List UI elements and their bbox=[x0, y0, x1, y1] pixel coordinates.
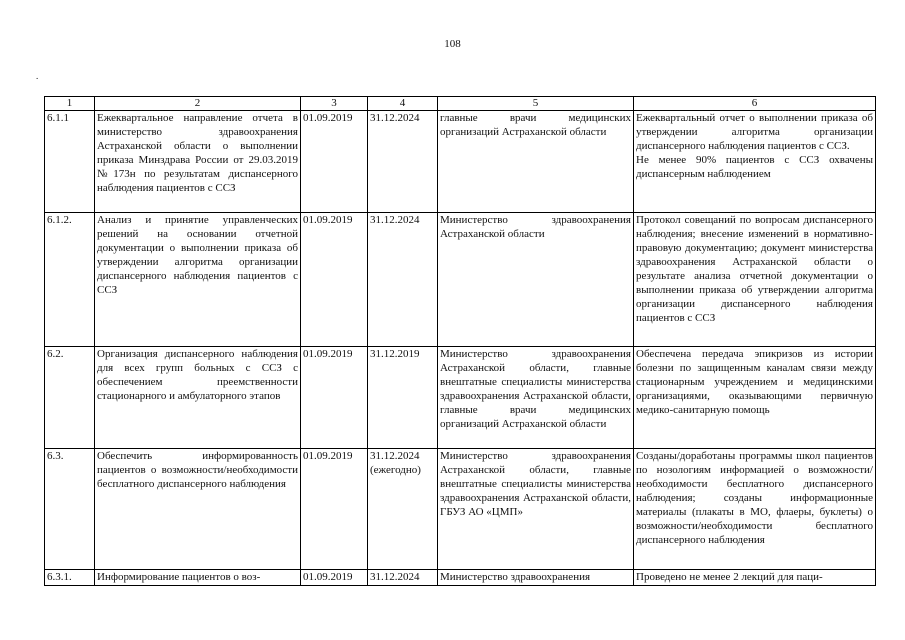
row-end-date bbox=[368, 570, 438, 586]
row-measure: Обеспечить информированность пациентов о возможности/необходимости бесплатного диспансерного наблюдения bbox=[95, 449, 301, 570]
row-end-date-value: 31.12.2024 bbox=[370, 214, 420, 226]
col-header-3: 3 bbox=[301, 97, 368, 111]
row-result bbox=[634, 213, 876, 347]
row-result-text: Созданы/доработаны программы школ пациентов по нозологиям информацией о возможности/необходимости бесплатного диспансерного наблюдения; созданы информационные материалы (плакаты в МО, флаеры, буклеты) о возможности/необходимости бесплатного диспансерного наблюдения bbox=[636, 450, 873, 546]
row-responsible: Министерство здравоохранения Астраханской области bbox=[438, 213, 634, 347]
col-header-5: 5 bbox=[438, 97, 634, 111]
row-end-date bbox=[368, 347, 438, 449]
row-id: 6.1.2. bbox=[45, 213, 95, 347]
row-responsible: главные врачи медицинских организаций Астраханской области bbox=[438, 111, 634, 213]
table-row bbox=[45, 570, 876, 586]
row-measure: Анализ и принятие управленческих решений на основании отчетной документации о выполнении приказа об утверждении алгоритма организации диспансерного наблюдения пациентов с ССЗ bbox=[95, 213, 301, 347]
header-row bbox=[45, 97, 876, 111]
row-result-text: Проведено не менее 2 лекций для паци- bbox=[636, 571, 823, 583]
row-start-date: 01.09.2019 bbox=[301, 213, 368, 347]
row-id: 6.3. bbox=[45, 449, 95, 570]
row-result bbox=[634, 449, 876, 570]
row-id: 6.3.1. bbox=[45, 570, 95, 586]
row-responsible: Министерство здравоохранения Астраханской области, главные внештатные специалисты министерства здравоохранения Астраханской области, ГБУЗ АО «ЦМП» bbox=[438, 449, 634, 570]
row-start-date: 01.09.2019 bbox=[301, 449, 368, 570]
col-header-2: 2 bbox=[95, 97, 301, 111]
row-measure: Организация диспансерного наблюдения для всех групп больных с ССЗ с обеспечением преемственности стационарного и амбулаторного этапов bbox=[95, 347, 301, 449]
row-result-text: Ежеквартальный отчет о выполнении приказа об утверждении алгоритма организации диспансерного наблюдения пациентов с ССЗ. bbox=[636, 112, 873, 152]
row-end-date-value: 31.12.2024 bbox=[370, 571, 420, 583]
stray-mark: . bbox=[36, 71, 39, 81]
row-result bbox=[634, 347, 876, 449]
col-header-6: 6 bbox=[634, 97, 876, 111]
col-header-1: 1 bbox=[45, 97, 95, 111]
table-row bbox=[45, 449, 876, 570]
row-start-date: 01.09.2019 bbox=[301, 347, 368, 449]
row-result-text: Протокол совещаний по вопросам диспансерного наблюдения; внесение изменений в нормативно-правовую документацию; документ министерства здравоохранения Астраханской области о результате анализа отчетной документации о выполнении приказа об утверждении алгоритма организации диспансерного наблюдения пациентов с ССЗ bbox=[636, 214, 873, 324]
action-plan-table bbox=[44, 96, 876, 586]
row-responsible: Министерство здравоохранения bbox=[438, 570, 634, 586]
row-end-date-value: 31.12.2024 bbox=[370, 112, 420, 124]
row-end-date bbox=[368, 213, 438, 347]
table-row bbox=[45, 213, 876, 347]
row-start-date: 01.09.2019 bbox=[301, 570, 368, 586]
row-start-date: 01.09.2019 bbox=[301, 111, 368, 213]
row-responsible: Министерство здравоохранения Астраханской области, главные внештатные специалисты министерства здравоохранения Астраханской области, главные врачи медицинских организаций Астраханской области bbox=[438, 347, 634, 449]
table-row bbox=[45, 347, 876, 449]
page-number: 108 bbox=[444, 38, 461, 50]
row-end-date bbox=[368, 111, 438, 213]
row-end-date-note: (ежегодно) bbox=[370, 464, 421, 476]
row-end-date-value: 31.12.2019 bbox=[370, 348, 420, 360]
row-result-text: Обеспечена передача эпикризов из истории болезни по защищенным каналам связи между стационарным учреждением и медицинскими организациями, оказывающими первичную медико-санитарную помощь bbox=[636, 348, 873, 416]
row-result-extra: Не менее 90% пациентов с ССЗ охвачены диспансерным наблюдением bbox=[636, 154, 873, 180]
row-result bbox=[634, 570, 876, 586]
table-row bbox=[45, 111, 876, 213]
row-measure: Ежеквартальное направление отчета в министерство здравоохранения Астраханской области о выполнении приказа Минздрава России от 29.03.2019 №173н по результатам диспансерного наблюдения пациентов с ССЗ bbox=[95, 111, 301, 213]
row-measure: Информирование пациентов о воз- bbox=[95, 570, 301, 586]
row-id: 6.2. bbox=[45, 347, 95, 449]
row-end-date-value: 31.12.2024 bbox=[370, 450, 420, 462]
row-id: 6.1.1 bbox=[45, 111, 95, 213]
col-header-4: 4 bbox=[368, 97, 438, 111]
row-end-date bbox=[368, 449, 438, 570]
row-result bbox=[634, 111, 876, 213]
